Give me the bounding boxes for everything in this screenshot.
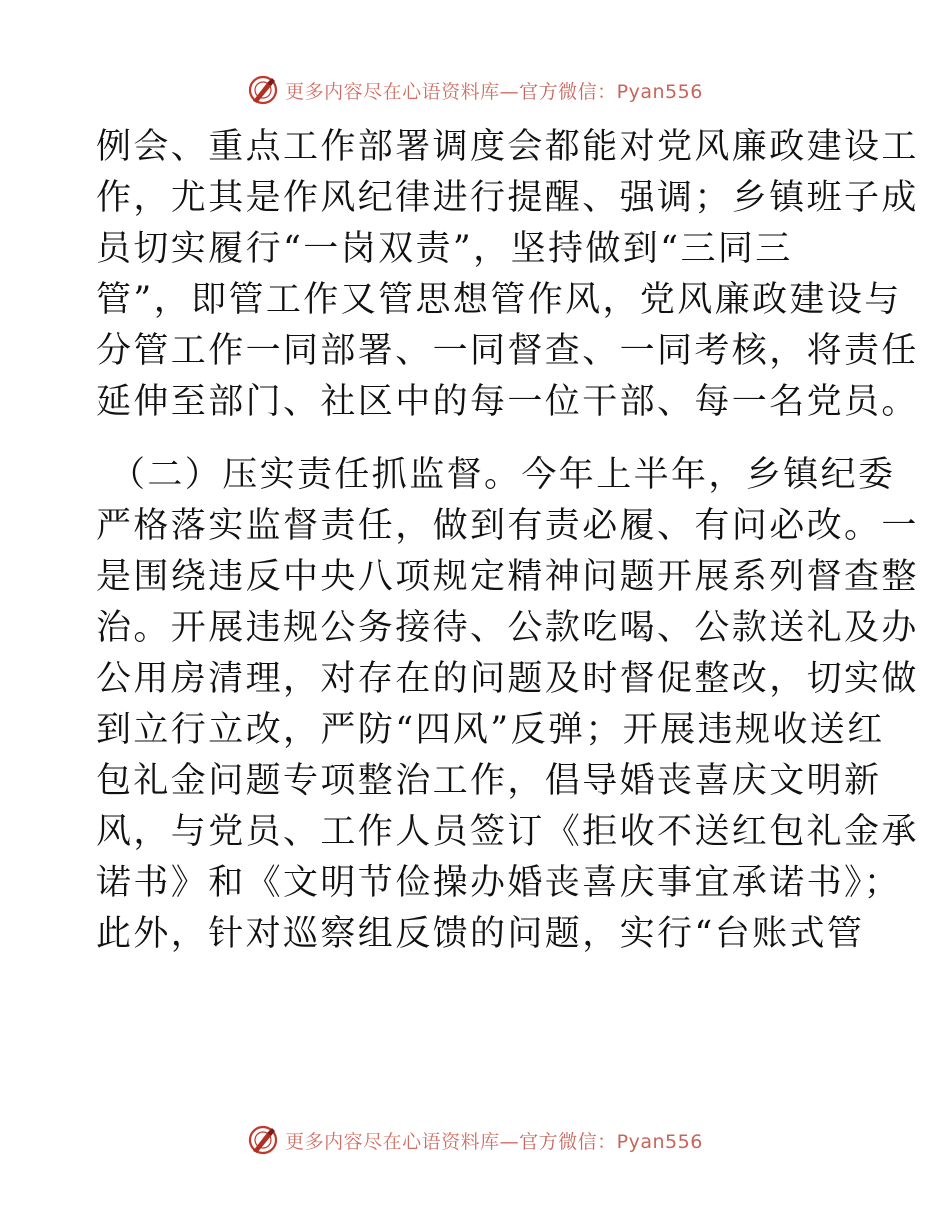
- pen-logo-icon: [247, 74, 279, 106]
- text-line: 是围绕违反中央八项规定精神问题开展系列督查整: [96, 557, 919, 597]
- watermark-text: 更多内容尽在心语资料库—官方微信：Pyan556: [285, 80, 703, 103]
- footer-watermark: [0, 1120, 950, 1160]
- section-heading-line: （二）压实责任抓监督。今年上半年，乡镇纪委: [110, 455, 896, 495]
- paragraph-1: [96, 122, 919, 428]
- text-line: 管”，即管工作又管思想管作风，党风廉政建设与: [96, 280, 902, 320]
- text-line: 分管工作一同部署、一同督查、一同考核，将责任: [96, 331, 919, 371]
- document-body: [96, 122, 919, 960]
- text-line: 延伸至部门、社区中的每一位干部、每一名党员。: [96, 382, 919, 422]
- text-line: 例会、重点工作部署调度会都能对党风廉政建设工: [96, 127, 919, 167]
- pen-logo-icon: [247, 1124, 279, 1156]
- watermark-text: 更多内容尽在心语资料库—官方微信：Pyan556: [285, 1130, 703, 1153]
- text-line: 风，与党员、工作人员签订《拒收不送红包礼金承: [96, 812, 919, 852]
- text-line: 此外，针对巡察组反馈的问题，实行“台账式管: [96, 914, 865, 954]
- text-line: 作，尤其是作风纪律进行提醒、强调；乡镇班子成: [96, 178, 919, 218]
- text-line: 到立行立改，严防“四风”反弹；开展违规收送红: [96, 710, 885, 750]
- text-line: 治。开展违规公务接待、公款吃喝、公款送礼及办: [96, 608, 919, 648]
- text-line: 员切实履行“一岗双责”，坚持做到“三同三: [96, 229, 793, 269]
- text-line: 严格落实监督责任，做到有责必履、有问必改。一: [96, 506, 919, 546]
- text-line: 包礼金问题专项整治工作，倡导婚丧喜庆文明新: [96, 761, 882, 801]
- header-watermark: [0, 70, 950, 110]
- text-line: 公用房清理，对存在的问题及时督促整改，切实做: [96, 659, 919, 699]
- paragraph-2: [96, 450, 919, 960]
- text-line: 诺书》和《文明节俭操办婚丧喜庆事宜承诺书》；: [96, 863, 902, 903]
